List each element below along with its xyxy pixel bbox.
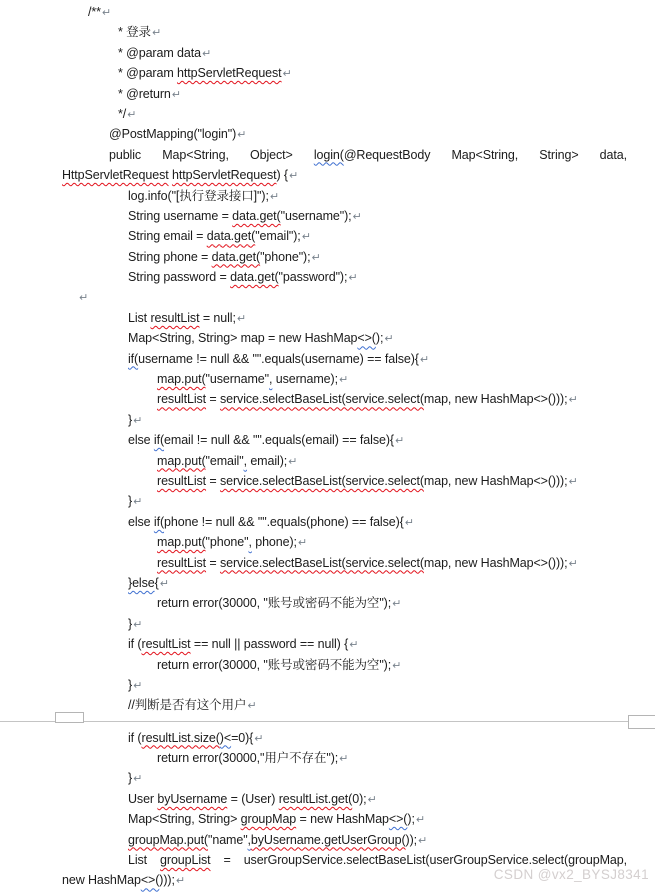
code-line-content (157, 532, 297, 552)
code-line-content (128, 512, 404, 532)
code-line (0, 512, 655, 532)
paragraph-mark-icon: ↵ (419, 353, 430, 366)
code-line-content (118, 104, 126, 124)
code-text: new HashMap (62, 873, 141, 888)
paragraph-mark-icon: ↵ (133, 414, 143, 427)
paragraph-mark-icon: ↵ (201, 47, 212, 60)
code-line (0, 430, 655, 450)
code-line-content (118, 63, 282, 83)
code-line (0, 491, 655, 511)
code-line-content (128, 430, 394, 450)
code-line-content (88, 2, 101, 22)
code-text: ))); (159, 873, 175, 888)
code-line (0, 634, 655, 654)
code-line-content (128, 695, 246, 715)
code-text: )); (405, 832, 418, 847)
grammar-squiggle-text: , (247, 832, 251, 847)
spellcheck-squiggle-text: data.get( (232, 208, 281, 223)
code-line (0, 22, 655, 42)
code-line (0, 267, 655, 287)
code-text: "username"); (280, 208, 352, 223)
code-text: username != null && "".equals(username) == false){ (138, 351, 419, 366)
code-line-content (128, 349, 419, 369)
code-text: public (109, 147, 142, 162)
code-line-content (128, 491, 132, 511)
code-line (0, 532, 655, 552)
watermark: CSDN @vx2_BYSJ8341 (493, 867, 649, 882)
paragraph-mark-icon: ↵ (384, 333, 394, 346)
code-text: phone); (251, 535, 297, 550)
code-line-content (157, 471, 568, 491)
code-text: "phone" (205, 535, 249, 550)
code-text: email != null && "".equals(email) == false){ (164, 433, 394, 448)
code-text: userGroupService.selectBaseList(userGroupService.select(groupMap, (243, 853, 627, 868)
paragraph-mark-icon: ↵ (237, 129, 247, 142)
code-token (539, 145, 578, 165)
code-line (0, 206, 655, 226)
code-text: * @return (118, 86, 171, 101)
spellcheck-squiggle-text: service.selectBaseList(service.select( (219, 473, 424, 488)
code-line-content (62, 870, 175, 890)
code-line-content (62, 165, 288, 185)
spellcheck-squiggle-text: httpServletRequest (177, 66, 282, 81)
code-line (0, 451, 655, 471)
code-token (250, 145, 293, 165)
paragraph-mark-icon: ↵ (236, 312, 246, 325)
spellcheck-squiggle-text: resultList (150, 310, 200, 325)
code-line-content (157, 369, 338, 389)
paragraph-mark-icon: ↵ (127, 108, 137, 121)
code-text: "username" (205, 372, 269, 387)
code-token (451, 145, 518, 165)
paragraph-mark-icon: ↵ (133, 773, 143, 786)
code-text: "name" (208, 832, 248, 847)
code-text: List (128, 310, 151, 325)
code-text: map, new HashMap<>())); (423, 392, 568, 407)
code-text: } (128, 677, 133, 692)
code-text: "phone"); (260, 249, 311, 264)
code-line (0, 809, 655, 829)
grammar-squiggle-text: <>( (357, 331, 376, 346)
code-line (0, 2, 655, 22)
paragraph-mark-icon: ↵ (79, 292, 89, 305)
code-text: } (128, 616, 133, 631)
code-line (0, 389, 655, 409)
code-text: ); (407, 812, 415, 827)
code-text: List (128, 853, 148, 868)
code-text: = (206, 392, 220, 407)
code-line-content (157, 553, 568, 573)
grammar-squiggle-text: , (248, 535, 252, 550)
paragraph-mark-icon: ↵ (301, 231, 311, 244)
code-line (0, 593, 655, 613)
spellcheck-squiggle-text: data.get( (206, 229, 256, 244)
code-line (0, 186, 655, 206)
code-text: } (128, 771, 133, 786)
paragraph-mark-icon: ↵ (297, 537, 308, 550)
page-break-rule (0, 721, 655, 722)
code-text: return error(30000, "账号或密码不能为空"); (157, 596, 392, 611)
code-text: = (206, 473, 220, 488)
code-text: @RequestBody (343, 147, 431, 162)
spellcheck-squiggle-text: groupMap (240, 812, 297, 827)
code-line-content (128, 328, 383, 348)
paragraph-mark-icon: ↵ (392, 659, 402, 672)
code-text: Map<String, (162, 147, 229, 162)
paragraph-mark-icon: ↵ (151, 27, 162, 40)
code-text: return error(30000,"用户不存在"); (157, 751, 339, 766)
code-text: data, (599, 147, 627, 162)
grammar-squiggle-text: , (243, 453, 247, 468)
code-text: else (128, 433, 154, 448)
code-text: String password = (128, 270, 231, 285)
paragraph-mark-icon: ↵ (568, 557, 578, 570)
code-line (0, 410, 655, 430)
grammar-squiggle-text: <>( (388, 812, 408, 827)
paragraph-mark-icon: ↵ (415, 814, 425, 827)
code-line-content (128, 830, 417, 850)
spellcheck-squiggle-text: resultList (157, 392, 207, 407)
code-text: == null || password == null) { (190, 637, 349, 652)
code-line (0, 675, 655, 695)
code-line-content (157, 655, 391, 675)
paragraph-mark-icon: ↵ (418, 834, 428, 847)
code-line-content (128, 573, 159, 593)
code-line-content (128, 634, 348, 654)
code-text: * 登录 (118, 25, 151, 40)
code-text: } (128, 412, 133, 427)
grammar-squiggle-text: , (269, 372, 273, 387)
code-line (0, 748, 655, 768)
code-text: */ (118, 106, 127, 121)
code-line (0, 614, 655, 634)
code-text: * @param data (118, 45, 201, 60)
spellcheck-squiggle-text: resultList.size( (141, 730, 220, 745)
code-line-content (157, 748, 338, 768)
code-line-content (157, 451, 287, 471)
spellcheck-squiggle-text: map.put( (157, 535, 206, 550)
code-token (314, 145, 431, 165)
code-text: //判断是否有这个用户 (128, 698, 247, 713)
code-token (224, 850, 231, 870)
code-text: ) { (276, 168, 288, 183)
code-line-content (118, 22, 151, 42)
paragraph-mark-icon: ↵ (133, 618, 143, 631)
code-text: @PostMapping("login") (109, 127, 237, 142)
code-line (0, 471, 655, 491)
code-line (0, 287, 655, 307)
code-line-content (128, 206, 352, 226)
code-text: String phone = (128, 249, 212, 264)
code-line (0, 63, 655, 83)
paragraph-mark-icon: ↵ (175, 875, 185, 888)
code-text: "email" (205, 453, 244, 468)
code-token (162, 145, 229, 165)
code-line (0, 728, 655, 748)
code-text: map, new HashMap<>())); (423, 555, 568, 570)
spellcheck-squiggle-text: service.selectBaseList(service.select( (219, 555, 424, 570)
page-break-left-marker (55, 712, 84, 723)
code-text: String username = (128, 208, 233, 223)
code-line-content (128, 267, 347, 287)
code-line (0, 165, 655, 185)
page-break-right-marker (628, 715, 655, 729)
code-text: else (128, 514, 154, 529)
code-text: String email = (128, 229, 207, 244)
paragraph-mark-icon: ↵ (159, 577, 169, 590)
code-text: Object> (249, 147, 293, 162)
spellcheck-squiggle-text: HttpServletRequest (62, 168, 169, 183)
spellcheck-squiggle-text: groupMap.put( (128, 832, 208, 847)
code-text: * @param (118, 66, 178, 81)
code-text: =0){ (231, 730, 254, 745)
code-line (0, 789, 655, 809)
paragraph-mark-icon: ↵ (338, 374, 349, 387)
code-token (600, 145, 627, 165)
code-line-content (128, 789, 367, 809)
code-line (0, 308, 655, 328)
grammar-squiggle-text: if( (153, 433, 165, 448)
code-text: if ( (128, 637, 142, 652)
code-line-content (128, 809, 415, 829)
code-text: = new HashMap (296, 812, 389, 827)
paragraph-mark-icon: ↵ (392, 598, 402, 611)
paragraph-mark-icon: ↵ (289, 170, 299, 183)
code-text: Map<String, String> map = new HashMap (128, 331, 358, 346)
code-line-content (157, 593, 391, 613)
code-line (0, 328, 655, 348)
spellcheck-squiggle-text: service.selectBaseList(service.select( (219, 392, 424, 407)
code-line (0, 247, 655, 267)
paragraph-mark-icon: ↵ (269, 190, 279, 203)
paragraph-mark-icon: ↵ (101, 7, 112, 19)
code-line-content (128, 728, 253, 748)
code-line-content (128, 768, 132, 788)
code-text: /** (88, 5, 101, 19)
code-text: String> (539, 147, 579, 162)
paragraph-mark-icon: ↵ (404, 516, 414, 529)
code-text: map, new HashMap<>())); (423, 473, 568, 488)
paragraph-mark-icon: ↵ (394, 435, 405, 448)
code-line-content (118, 43, 201, 63)
paragraph-mark-icon: ↵ (568, 394, 578, 407)
document-page (0, 2, 655, 891)
spellcheck-squiggle-text: map.put( (157, 453, 206, 468)
code-token (160, 850, 211, 870)
code-line-content (118, 84, 171, 104)
spellcheck-squiggle-text: data.get( (230, 270, 279, 285)
code-line-content (128, 247, 310, 267)
code-line (0, 768, 655, 788)
code-text: return error(30000, "账号或密码不能为空"); (157, 657, 392, 672)
code-line-content (128, 410, 132, 430)
paragraph-mark-icon: ↵ (367, 793, 377, 806)
paragraph-mark-icon: ↵ (349, 639, 359, 652)
code-text: "password"); (278, 270, 348, 285)
code-text: log.info("[执行登录接口]"); (128, 188, 269, 203)
page-break (0, 716, 655, 728)
code-line-content (128, 675, 132, 695)
code-text: = (206, 555, 220, 570)
spellcheck-squiggle-text: httpServletRequest (171, 168, 277, 183)
code-line (0, 349, 655, 369)
code-line (0, 830, 655, 850)
code-line-content (128, 226, 301, 246)
spellcheck-squiggle-text: resultList (157, 555, 207, 570)
code-text: } (128, 494, 133, 509)
code-line (0, 695, 655, 715)
grammar-squiggle-text: }else (128, 575, 155, 590)
code-line-content (109, 124, 236, 144)
code-text: username); (272, 372, 338, 387)
code-text: User (128, 791, 158, 806)
spellcheck-squiggle-text: data.get( (211, 249, 261, 264)
code-token (128, 850, 147, 870)
code-line (0, 226, 655, 246)
code-line-content (128, 186, 269, 206)
grammar-squiggle-text: <>( (140, 873, 160, 888)
code-line-content (157, 389, 568, 409)
code-line-content (109, 145, 627, 165)
code-text: "email"); (255, 229, 301, 244)
code-text: phone != null && "".equals(phone) == false){ (164, 514, 404, 529)
paragraph-mark-icon: ↵ (247, 700, 257, 713)
paragraph-mark-icon: ↵ (352, 210, 362, 223)
grammar-squiggle-text: login( (313, 147, 344, 162)
spellcheck-squiggle-text: resultList (141, 637, 191, 652)
spellcheck-squiggle-text: resultList.get( (278, 791, 353, 806)
code-line (0, 655, 655, 675)
paragraph-mark-icon: ↵ (254, 732, 264, 745)
paragraph-mark-icon: ↵ (282, 68, 292, 81)
code-text: Map<String, String> (128, 812, 241, 827)
paragraph-mark-icon: ↵ (133, 679, 143, 692)
code-line (0, 124, 655, 144)
code-text: ); (375, 331, 384, 346)
code-text: if ( (128, 730, 142, 745)
grammar-squiggle-text: if( (128, 351, 139, 366)
spellcheck-squiggle-text: resultList (157, 473, 207, 488)
code-text: email); (246, 453, 288, 468)
code-line-content (128, 614, 132, 634)
code-text: 0); (352, 791, 367, 806)
paragraph-mark-icon: ↵ (348, 272, 358, 285)
code-token (109, 145, 141, 165)
paragraph-mark-icon: ↵ (311, 251, 321, 264)
spellcheck-squiggle-text: map.put( (157, 372, 206, 387)
grammar-squiggle-text: if( (153, 514, 165, 529)
code-line-content (128, 308, 236, 328)
spellcheck-squiggle-text: groupList (160, 853, 211, 868)
spellcheck-squiggle-text: byUsername (157, 791, 228, 806)
paragraph-mark-icon: ↵ (288, 455, 298, 468)
code-text: = (223, 853, 231, 868)
paragraph-mark-icon: ↵ (568, 475, 578, 488)
paragraph-mark-icon: ↵ (133, 496, 143, 509)
grammar-squiggle-text: )< (219, 730, 232, 745)
code-line (0, 145, 655, 165)
code-line (0, 553, 655, 573)
paragraph-mark-icon: ↵ (171, 88, 181, 101)
code-text: = (User) (227, 791, 279, 806)
paragraph-mark-icon: ↵ (339, 753, 349, 766)
code-text: = null; (199, 310, 236, 325)
code-line (0, 43, 655, 63)
code-line (0, 104, 655, 124)
code-line (0, 369, 655, 389)
code-text: Map<String, (451, 147, 519, 162)
code-line (0, 573, 655, 593)
code-text: { (154, 575, 159, 590)
spellcheck-squiggle-text: byUsername.getUserGroup( (250, 832, 406, 847)
code-line (0, 84, 655, 104)
